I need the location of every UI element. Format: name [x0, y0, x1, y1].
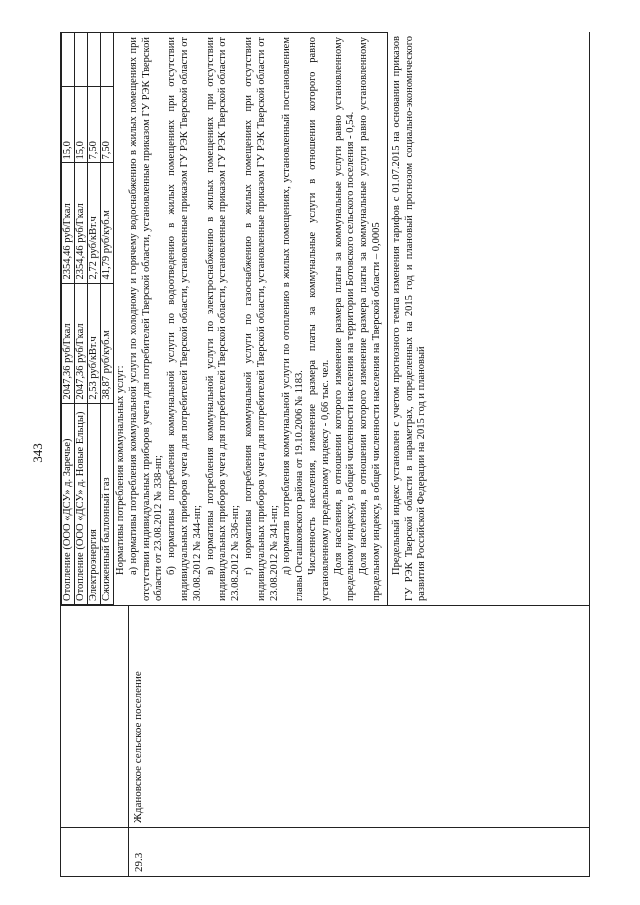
tariff-price-before: 2,53 руб/кВт.ч: [88, 283, 101, 403]
table-row: [75, 33, 88, 605]
tariff-price-after: 41,79 руб/куб.м: [101, 163, 114, 283]
document-table: [60, 32, 590, 877]
tariff-price-after: 2,72 руб/кВт.ч: [88, 163, 101, 283]
norm-item: в) нормативы потребления коммунальной услуги по электроснабжению в жилых помещениях при отсутствии индивидуальных приборов учета для потребителей Тверской области, установленные приказом ГУ РЭК Тверской области от 23.08.2012 № 336-нп;: [204, 37, 242, 601]
population-count: Численность населения, изменение размера платы за коммунальные услуги в отношении которого равно установленному предельному индексу - 0,66 тыс. чел.: [306, 37, 331, 601]
tariff-name: Электроэнергия: [88, 403, 101, 604]
tariff-table: [61, 32, 114, 605]
tariff-price-before: 2047,36 руб/Гкал: [75, 283, 88, 403]
page-number: 343: [30, 443, 45, 463]
tariff-price-after: 2354,46 руб/Гкал: [75, 163, 88, 283]
tariff-name: Сжиженный баллонный газ: [101, 403, 114, 604]
tariff-extra: [62, 33, 75, 87]
table-row: [88, 33, 101, 605]
tariff-index: 15,0: [62, 86, 75, 163]
tariff-index: 7,50: [88, 86, 101, 163]
population-share-settlement: Доля населения, в отношении которого изменение размера платы за коммунальные услуги равно установленному предельному индексу, в общей численности населения на территории Ботовского сельского поселения - 0,54.: [332, 37, 357, 601]
tariff-price-before: 2047,36 руб/Гкал: [62, 283, 75, 403]
norm-item: б) нормативы потребления коммунальной услуги по водоотведению в жилых помещениях при отсутствии индивидуальных приборов учета для потребителей Тверской области, установленные приказом ГУ РЭК Тверской области от 30.08.2012 № 344-нп;: [166, 37, 203, 601]
table-row: [62, 33, 75, 605]
tariff-name: Отопление (ООО «ДСУ» д. Заречье): [62, 403, 75, 604]
footer-block: [388, 32, 429, 605]
row-number-cell: [129, 828, 589, 876]
tariff-price-after: 2354,46 руб/Гкал: [62, 163, 75, 283]
population-share-region: Доля населения, в отношении которого изменение размера платы за коммунальные услуги равно установленному предельному индексу, в общей численности населения на Тверской области – 0,0005: [358, 37, 382, 601]
tariff-extra: [88, 33, 101, 87]
settlement-cell-continued: [61, 606, 129, 827]
settlement-column: [61, 605, 589, 827]
settlement-name: Ждановское сельское поселение: [132, 671, 144, 823]
tariff-index: 15,0: [75, 86, 88, 163]
tariff-name: Отопление (ООО «ДСУ» д. Новые Ельцы): [75, 403, 88, 604]
norm-item: г) нормативы потребления коммунальной услуги по газоснабжению в жилых помещениях при отсутствии индивидуальных приборов учета для потребителей Тверской области, установленные приказом ГУ РЭК Тверской области от 23.08.2012 № 341-нп;: [242, 37, 280, 601]
norm-item: д) норматив потребления коммунальной услуги по отоплению в жилых помещениях, установленный постановлением главы Осташковского района от 19.10.2006 № 1183.: [281, 37, 306, 601]
tariff-index: 7,50: [101, 86, 114, 163]
tariff-extra: [75, 33, 88, 87]
norms-block: [114, 32, 388, 605]
tariff-price-before: 38,87 руб/куб.м: [101, 283, 114, 403]
settlement-cell: [129, 606, 589, 827]
row-number-cell-continued: [61, 828, 129, 876]
tariff-extra: [101, 33, 114, 87]
row-number-column: [61, 827, 589, 877]
norm-item: а) нормативы потребления коммунальной услуги по холодному и горячему водоснабжению в жилых помещениях при отсутствии индивидуальных приборов учета для потребителей Тверской области, установленные приказом ГУ РЭК Тверской области от 23.08.2012 № 338-нп;: [127, 37, 165, 601]
table-row: [101, 33, 114, 605]
footer-text: Предельный индекс установлен с учетом прогнозного темпа изменения тарифов с 01.07.2015 на основании приказов ГУ РЭК Тверской области в параметрах, определенных на 2015 год и плановый прогнозом социально-экономического развития Российской Федерации на 2015 год и плановый: [390, 36, 428, 601]
norms-heading: Нормативы потребления коммунальных услуг:: [115, 365, 126, 575]
row-number: 29.3: [133, 852, 145, 872]
description-column: [61, 32, 589, 605]
